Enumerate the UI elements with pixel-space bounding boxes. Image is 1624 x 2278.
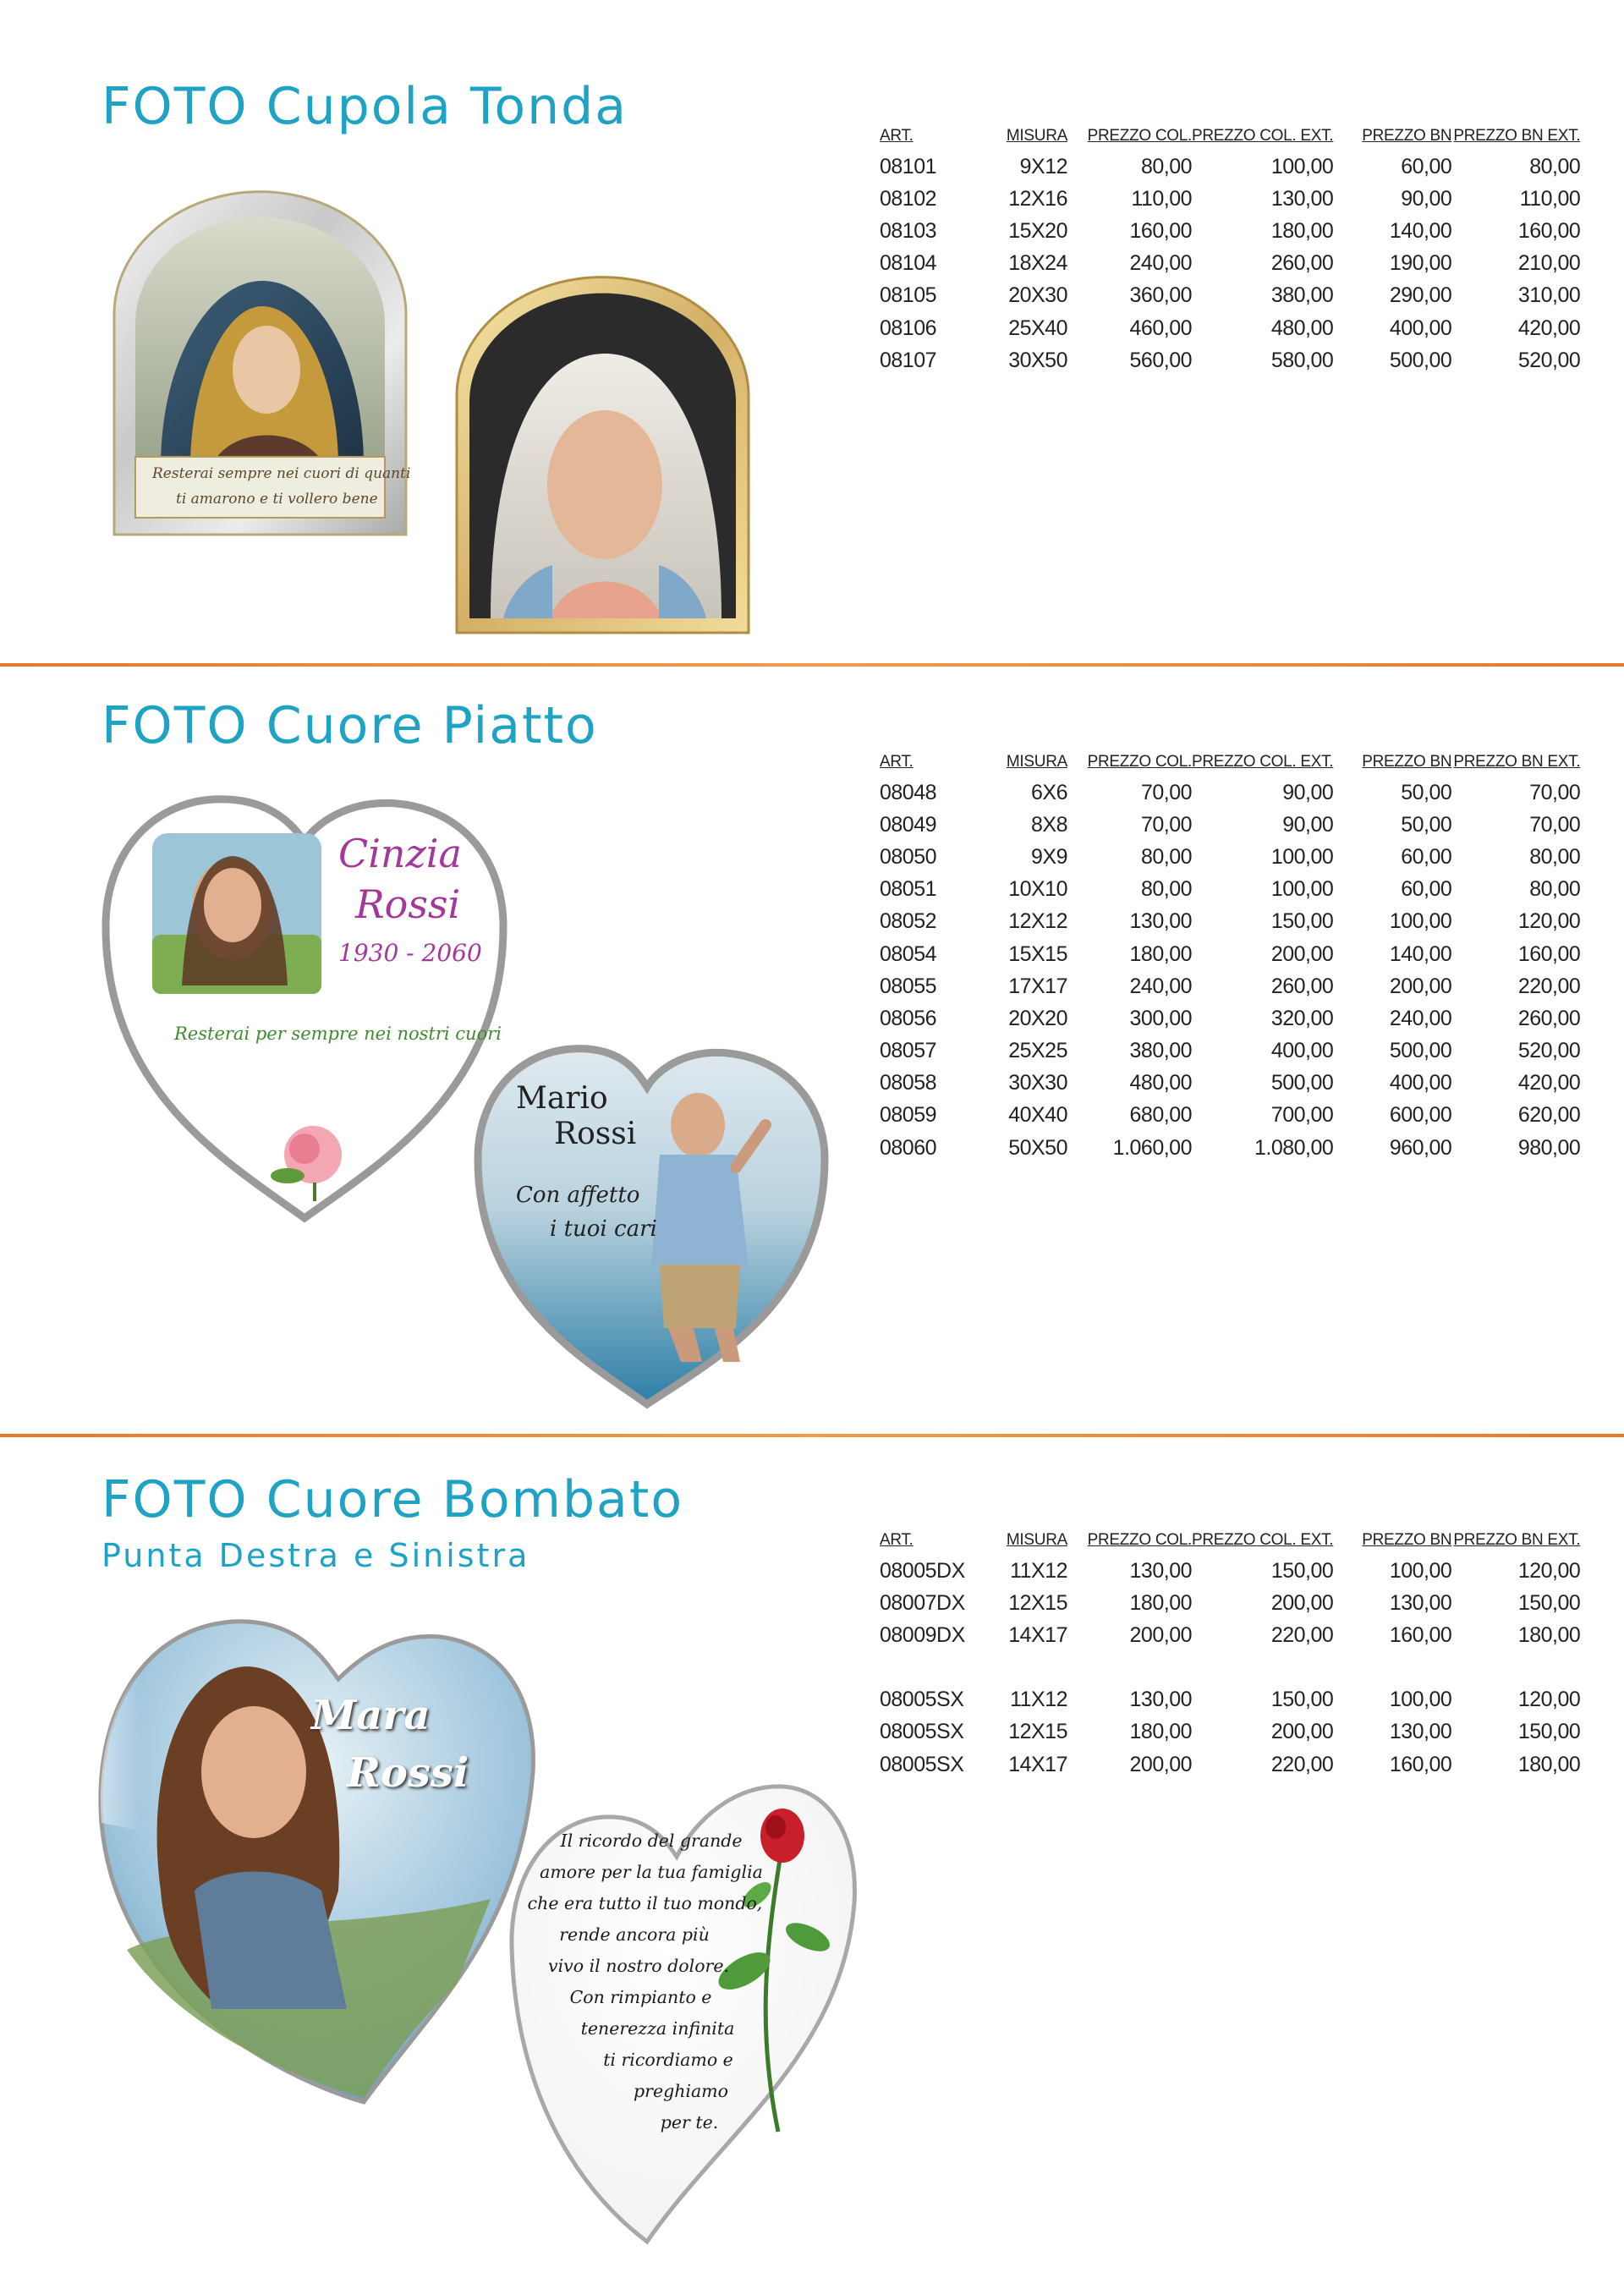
product-image-arched-plaque-gold xyxy=(453,273,753,637)
table-cell: 08103 xyxy=(880,218,937,243)
table-cell: 100,00 xyxy=(1270,844,1334,869)
poem-line: ti ricordiamo e xyxy=(603,2050,733,2070)
table-cell: 160,00 xyxy=(1517,941,1581,966)
table-row xyxy=(880,1684,1580,1716)
table-cell: 25X40 xyxy=(1008,316,1067,340)
table-row xyxy=(880,970,1580,1002)
table-cell: 11X12 xyxy=(1010,1688,1067,1712)
table-cell: 200,00 xyxy=(1129,1622,1192,1647)
table-row xyxy=(880,151,1580,183)
table-cell: 20X20 xyxy=(1008,1006,1067,1030)
heart-dates: 1930 - 2060 xyxy=(338,939,482,967)
table-cell: 160,00 xyxy=(1129,218,1192,243)
table-cell: 80,00 xyxy=(1140,844,1192,869)
table-cell: 08051 xyxy=(880,877,937,902)
table-row xyxy=(880,938,1580,970)
table-cell: 80,00 xyxy=(1140,877,1192,902)
table-cell: 08106 xyxy=(880,316,937,340)
table-cell: 240,00 xyxy=(1129,251,1192,276)
heart2-name-first: Mario xyxy=(516,1081,608,1116)
col-header-prezzo-bn: PREZZO BN xyxy=(1362,753,1452,771)
table-cell: 1.080,00 xyxy=(1254,1135,1334,1160)
heart-name-first: Cinzia xyxy=(338,831,462,876)
product-image-flat-heart-cinzia xyxy=(93,778,516,1227)
heart2-dedication-line2: i tuoi cari xyxy=(550,1216,657,1242)
table-cell: 150,00 xyxy=(1270,1558,1334,1583)
table-row xyxy=(880,1068,1580,1100)
table-cell: 220,00 xyxy=(1270,1622,1334,1647)
table-cell: 80,00 xyxy=(1529,154,1581,178)
table-cell: 140,00 xyxy=(1389,218,1452,243)
table-cell: 14X17 xyxy=(1008,1622,1067,1647)
table-row xyxy=(880,1716,1580,1748)
table-cell: 400,00 xyxy=(1389,1071,1452,1095)
table-cell: 180,00 xyxy=(1129,941,1192,966)
table-cell: 80,00 xyxy=(1529,877,1581,902)
table-cell: 08107 xyxy=(880,348,937,372)
col-header-prezzo-bn-ext: PREZZO BN EXT. xyxy=(1453,1531,1581,1549)
table-cell: 08049 xyxy=(880,812,937,837)
table-cell: 30X30 xyxy=(1008,1071,1067,1095)
table-cell: 17X17 xyxy=(1008,974,1067,998)
table-cell: 310,00 xyxy=(1517,283,1581,308)
table-cell: 680,00 xyxy=(1129,1103,1192,1128)
table-cell: 210,00 xyxy=(1517,251,1581,276)
table-cell: 08101 xyxy=(880,154,937,178)
price-table-header xyxy=(880,1531,1580,1555)
table-row xyxy=(880,841,1580,873)
col-header-prezzo-col: PREZZO COL. xyxy=(1087,753,1192,771)
table-cell: 08005SX xyxy=(880,1688,964,1712)
table-cell: 560,00 xyxy=(1129,348,1192,372)
table-cell: 50,00 xyxy=(1401,780,1452,804)
table-cell: 60,00 xyxy=(1401,844,1452,869)
table-cell: 08060 xyxy=(880,1135,937,1160)
table-cell: 70,00 xyxy=(1140,812,1192,837)
poem-line: che era tutto il tuo mondo, xyxy=(527,1893,763,1913)
table-cell: 160,00 xyxy=(1389,1622,1452,1647)
table-row xyxy=(880,1587,1580,1619)
table-row xyxy=(880,1100,1580,1132)
poem-line: per te. xyxy=(660,2112,719,2133)
table-cell: 130,00 xyxy=(1129,1688,1192,1712)
poem-line: tenerezza infinita xyxy=(580,2018,735,2039)
table-row xyxy=(880,777,1580,809)
table-cell: 6X6 xyxy=(1031,780,1067,804)
table-cell: 180,00 xyxy=(1129,1720,1192,1744)
table-cell: 9X9 xyxy=(1031,844,1067,869)
table-cell: 620,00 xyxy=(1517,1103,1581,1128)
table-cell: 8X8 xyxy=(1031,812,1067,837)
table-cell: 200,00 xyxy=(1270,941,1334,966)
table-cell: 180,00 xyxy=(1270,218,1334,243)
table-cell: 80,00 xyxy=(1140,154,1192,178)
price-table-cupola-tonda xyxy=(880,127,1580,376)
poem-line: amore per la tua famiglia xyxy=(540,1862,763,1882)
table-cell: 290,00 xyxy=(1389,283,1452,308)
table-row xyxy=(880,809,1580,841)
table-cell: 700,00 xyxy=(1270,1103,1334,1128)
table-row xyxy=(880,1002,1580,1035)
table-cell: 140,00 xyxy=(1389,941,1452,966)
table-cell: 40X40 xyxy=(1008,1103,1067,1128)
table-cell: 520,00 xyxy=(1517,348,1581,372)
table-cell: 90,00 xyxy=(1282,780,1334,804)
table-cell: 08050 xyxy=(880,844,937,869)
table-cell: 150,00 xyxy=(1517,1590,1581,1615)
table-cell: 220,00 xyxy=(1270,1752,1334,1776)
table-cell: 150,00 xyxy=(1517,1720,1581,1744)
table-cell: 180,00 xyxy=(1129,1590,1192,1615)
table-cell: 80,00 xyxy=(1529,844,1581,869)
table-cell: 130,00 xyxy=(1389,1590,1452,1615)
price-table-body-sx xyxy=(880,1684,1580,1781)
table-cell: 12X15 xyxy=(1008,1720,1067,1744)
table-cell: 60,00 xyxy=(1401,877,1452,902)
heart-name-last: Rossi xyxy=(355,881,461,927)
poem-line: Il ricordo del grande xyxy=(560,1831,743,1851)
table-cell: 480,00 xyxy=(1129,1071,1192,1095)
table-row xyxy=(880,248,1580,280)
table-cell: 240,00 xyxy=(1129,974,1192,998)
table-cell: 960,00 xyxy=(1389,1135,1452,1160)
table-cell: 100,00 xyxy=(1389,909,1452,934)
table-cell: 120,00 xyxy=(1517,1688,1581,1712)
col-header-art: ART. xyxy=(880,1531,914,1549)
price-table-header xyxy=(880,127,1580,151)
table-cell: 260,00 xyxy=(1270,251,1334,276)
table-cell: 120,00 xyxy=(1517,1558,1581,1583)
table-cell: 130,00 xyxy=(1129,1558,1192,1583)
table-cell: 240,00 xyxy=(1389,1006,1452,1030)
table-cell: 14X17 xyxy=(1008,1752,1067,1776)
price-table-cuore-piatto xyxy=(880,753,1580,1164)
col-header-prezzo-col-ext: PREZZO COL. EXT. xyxy=(1192,753,1334,771)
domed-heart-name-last: Rossi xyxy=(347,1749,469,1797)
table-cell: 600,00 xyxy=(1389,1103,1452,1128)
plaque-text-line2: ti amarono e ti vollero bene xyxy=(176,491,378,508)
table-cell: 110,00 xyxy=(1519,186,1581,211)
col-header-prezzo-col: PREZZO COL. xyxy=(1087,127,1192,145)
table-cell: 25X25 xyxy=(1008,1039,1067,1063)
table-cell: 150,00 xyxy=(1270,1688,1334,1712)
heart2-dedication-line1: Con affetto xyxy=(516,1183,640,1208)
table-cell: 200,00 xyxy=(1270,1590,1334,1615)
table-cell: 100,00 xyxy=(1389,1688,1452,1712)
table-row xyxy=(880,1035,1580,1068)
col-header-prezzo-bn: PREZZO BN xyxy=(1362,1531,1452,1549)
table-cell: 08005SX xyxy=(880,1720,964,1744)
table-row xyxy=(880,183,1580,215)
table-cell: 12X16 xyxy=(1008,186,1067,211)
product-image-flat-heart-mario xyxy=(469,1032,833,1413)
product-image-domed-heart-mara xyxy=(93,1611,541,2111)
table-cell: 180,00 xyxy=(1517,1752,1581,1776)
table-cell: 08059 xyxy=(880,1103,937,1128)
table-row xyxy=(880,1748,1580,1781)
heart-epitaph: Resterai per sempre nei nostri cuori xyxy=(174,1024,502,1044)
table-cell: 520,00 xyxy=(1517,1039,1581,1063)
table-cell: 380,00 xyxy=(1270,283,1334,308)
table-cell: 480,00 xyxy=(1270,316,1334,340)
table-cell: 90,00 xyxy=(1282,812,1334,837)
table-cell: 9X12 xyxy=(1019,154,1067,178)
table-cell: 08056 xyxy=(880,1006,937,1030)
table-cell: 200,00 xyxy=(1270,1720,1334,1744)
col-header-prezzo-col-ext: PREZZO COL. EXT. xyxy=(1192,1531,1334,1549)
table-cell: 70,00 xyxy=(1529,812,1581,837)
table-row xyxy=(880,344,1580,376)
table-cell: 18X24 xyxy=(1008,251,1067,276)
table-cell: 100,00 xyxy=(1270,154,1334,178)
col-header-misura: MISURA xyxy=(1006,1531,1067,1549)
table-cell: 130,00 xyxy=(1389,1720,1452,1744)
table-cell: 260,00 xyxy=(1270,974,1334,998)
table-cell: 11X12 xyxy=(1010,1558,1067,1583)
table-cell: 580,00 xyxy=(1270,348,1334,372)
poem-line: Con rimpianto e xyxy=(569,1987,712,2007)
table-cell: 100,00 xyxy=(1389,1558,1452,1583)
domed-heart-name-first: Mara xyxy=(311,1692,431,1739)
table-cell: 190,00 xyxy=(1389,251,1452,276)
table-cell: 320,00 xyxy=(1270,1006,1334,1030)
section-title-cuore-bombato: FOTO Cuore Bombato xyxy=(102,1470,684,1529)
col-header-misura: MISURA xyxy=(1006,127,1067,145)
table-row xyxy=(880,312,1580,344)
col-header-misura: MISURA xyxy=(1006,753,1067,771)
price-table-body-dx xyxy=(880,1555,1580,1652)
table-cell: 70,00 xyxy=(1140,780,1192,804)
table-cell: 10X10 xyxy=(1008,877,1067,902)
table-cell: 150,00 xyxy=(1270,909,1334,934)
table-cell: 08005SX xyxy=(880,1752,964,1776)
col-header-prezzo-bn-ext: PREZZO BN EXT. xyxy=(1453,127,1581,145)
table-row xyxy=(880,1619,1580,1651)
table-cell: 500,00 xyxy=(1389,348,1452,372)
table-row xyxy=(880,906,1580,938)
poem-line: preghiamo xyxy=(634,2081,728,2101)
poem-line: rende ancora più xyxy=(559,1924,710,1945)
col-header-prezzo-col-ext: PREZZO COL. EXT. xyxy=(1192,127,1334,145)
table-cell: 130,00 xyxy=(1129,909,1192,934)
table-cell: 420,00 xyxy=(1517,316,1581,340)
table-cell: 30X50 xyxy=(1008,348,1067,372)
table-cell: 08055 xyxy=(880,974,937,998)
table-cell: 08005DX xyxy=(880,1558,965,1583)
price-table-body xyxy=(880,151,1580,376)
table-cell: 460,00 xyxy=(1129,316,1192,340)
table-row xyxy=(880,1132,1580,1164)
section-divider xyxy=(0,663,1624,667)
table-cell: 12X12 xyxy=(1008,909,1067,934)
table-cell: 500,00 xyxy=(1389,1039,1452,1063)
table-row xyxy=(880,1555,1580,1587)
table-cell: 120,00 xyxy=(1517,909,1581,934)
col-header-art: ART. xyxy=(880,127,914,145)
table-row xyxy=(880,874,1580,906)
table-cell: 100,00 xyxy=(1270,877,1334,902)
table-cell: 50,00 xyxy=(1401,812,1452,837)
table-cell: 200,00 xyxy=(1129,1752,1192,1776)
section-divider xyxy=(0,1434,1624,1437)
table-cell: 180,00 xyxy=(1517,1622,1581,1647)
price-table-header xyxy=(880,753,1580,777)
table-cell: 130,00 xyxy=(1270,186,1334,211)
table-cell: 200,00 xyxy=(1389,974,1452,998)
table-cell: 380,00 xyxy=(1129,1039,1192,1063)
table-cell: 60,00 xyxy=(1401,154,1452,178)
table-cell: 08009DX xyxy=(880,1622,965,1647)
table-cell: 110,00 xyxy=(1131,186,1192,211)
table-cell: 1.060,00 xyxy=(1112,1135,1192,1160)
table-row xyxy=(880,280,1580,312)
heart2-name-last: Rossi xyxy=(554,1117,637,1151)
table-cell: 08104 xyxy=(880,251,937,276)
table-cell: 15X20 xyxy=(1008,218,1067,243)
table-cell: 70,00 xyxy=(1529,780,1581,804)
section-subtitle-cuore-bombato: Punta Destra e Sinistra xyxy=(102,1537,530,1574)
product-image-domed-heart-poem xyxy=(503,1776,863,2250)
col-header-prezzo-bn-ext: PREZZO BN EXT. xyxy=(1453,753,1581,771)
table-cell: 08052 xyxy=(880,909,937,934)
col-header-prezzo-bn: PREZZO BN xyxy=(1362,127,1452,145)
price-table-gap xyxy=(880,1652,1580,1684)
table-cell: 260,00 xyxy=(1517,1006,1581,1030)
col-header-art: ART. xyxy=(880,753,914,771)
table-row xyxy=(880,215,1580,247)
table-cell: 360,00 xyxy=(1129,283,1192,308)
table-cell: 160,00 xyxy=(1389,1752,1452,1776)
table-cell: 420,00 xyxy=(1517,1071,1581,1095)
section-title-cupola-tonda: FOTO Cupola Tonda xyxy=(102,77,628,136)
table-cell: 90,00 xyxy=(1401,186,1452,211)
table-cell: 400,00 xyxy=(1270,1039,1334,1063)
table-cell: 08048 xyxy=(880,780,937,804)
table-cell: 08057 xyxy=(880,1039,937,1063)
product-image-arched-plaque-silver xyxy=(110,188,410,543)
poem-line: vivo il nostro dolore. xyxy=(548,1956,729,1976)
table-cell: 220,00 xyxy=(1517,974,1581,998)
table-cell: 20X30 xyxy=(1008,283,1067,308)
price-table-cuore-bombato xyxy=(880,1531,1580,1781)
table-cell: 160,00 xyxy=(1517,218,1581,243)
table-cell: 400,00 xyxy=(1389,316,1452,340)
col-header-prezzo-col: PREZZO COL. xyxy=(1087,1531,1192,1549)
table-cell: 08105 xyxy=(880,283,937,308)
table-cell: 08054 xyxy=(880,941,937,966)
table-cell: 980,00 xyxy=(1517,1135,1581,1160)
price-table-body xyxy=(880,777,1580,1164)
table-cell: 08007DX xyxy=(880,1590,965,1615)
section-title-cuore-piatto: FOTO Cuore Piatto xyxy=(102,696,598,755)
table-cell: 08102 xyxy=(880,186,937,211)
table-cell: 300,00 xyxy=(1129,1006,1192,1030)
table-cell: 500,00 xyxy=(1270,1071,1334,1095)
table-cell: 12X15 xyxy=(1008,1590,1067,1615)
poem xyxy=(503,1825,765,2138)
plaque-text-line1: Resterai sempre nei cuori di quanti xyxy=(152,465,411,482)
table-cell: 08058 xyxy=(880,1071,937,1095)
table-cell: 15X15 xyxy=(1008,941,1067,966)
table-cell: 50X50 xyxy=(1008,1135,1067,1160)
